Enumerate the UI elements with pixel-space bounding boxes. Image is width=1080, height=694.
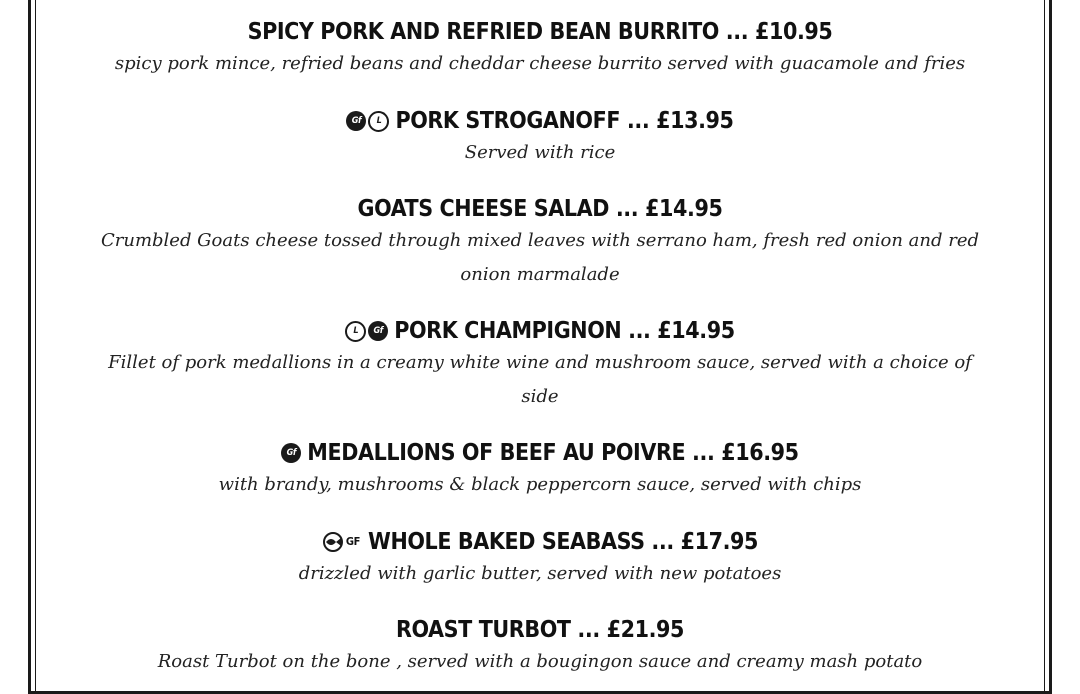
menu-item-description: spicy pork mince, refried beans and cheddar cheese burrito served with guacamole and fries [114,53,966,74]
menu-item-description: with brandy, mushrooms & black peppercorn sauce, served with chips [218,474,862,495]
fish-icon [322,532,344,552]
dietary-icons [322,527,362,557]
menu-item-title [60,106,1020,136]
lactose-icon: L [368,111,389,132]
gluten-free-icon: Gf [368,321,388,341]
menu-item-title-text: PORK STROGANOFF ... £13.95 [395,108,734,134]
menu-item-pork-champignon [60,316,1020,414]
menu-item-title-text: WHOLE BAKED SEABASS ... £17.95 [368,529,759,555]
menu-item-title [60,17,1020,47]
gluten-free-text: GF [345,535,361,548]
description-line: Fillet of pork medallions in a creamy white wine and mushroom sauce, served with a choice of [108,352,972,373]
menu-item-title-text: GOATS CHEESE SALAD ... £14.95 [357,196,723,222]
menu-item-roast-turbot [60,615,1020,679]
dietary-icons [281,443,301,463]
menu-item-title-text: ROAST TURBOT ... £21.95 [395,617,685,643]
menu-item-title [60,194,1020,224]
dietary-icons [345,321,388,342]
menu-item-description [60,224,1020,292]
menu-item-title-text: SPICY PORK AND REFRIED BEAN BURRITO ... £10.95 [247,19,833,45]
menu-item-goats-cheese-salad [60,194,1020,292]
menu-item-title [60,438,1020,468]
gluten-free-icon: Gf [346,111,366,131]
menu-item-stroganoff [60,106,1020,170]
menu-item-title [60,316,1020,346]
menu-item-beef-au-poivre [60,438,1020,502]
gluten-free-icon: Gf [281,443,301,463]
description-line: onion marmalade [460,264,620,285]
menu-item-seabass [60,527,1020,591]
menu-item-burrito [60,17,1020,81]
description-line: Crumbled Goats cheese tossed through mixed leaves with serrano ham, fresh red onion and red [100,230,980,251]
menu-item-title-text: PORK CHAMPIGNON ... £14.95 [394,318,735,344]
menu-item-description: Served with rice [464,142,616,163]
menu-item-title [60,615,1020,645]
menu-item-title-text: MEDALLIONS OF BEEF AU POIVRE ... £16.95 [307,440,799,466]
menu-item-description: drizzled with garlic butter, served with new potatoes [298,563,782,584]
menu-item-title [60,527,1020,557]
menu-item-description [60,346,1020,414]
lactose-icon: L [345,321,366,342]
menu-item-description: Roast Turbot on the bone , served with a bougingon sauce and creamy mash potato [157,651,923,672]
description-line: side [521,386,559,407]
dietary-icons [346,111,389,132]
